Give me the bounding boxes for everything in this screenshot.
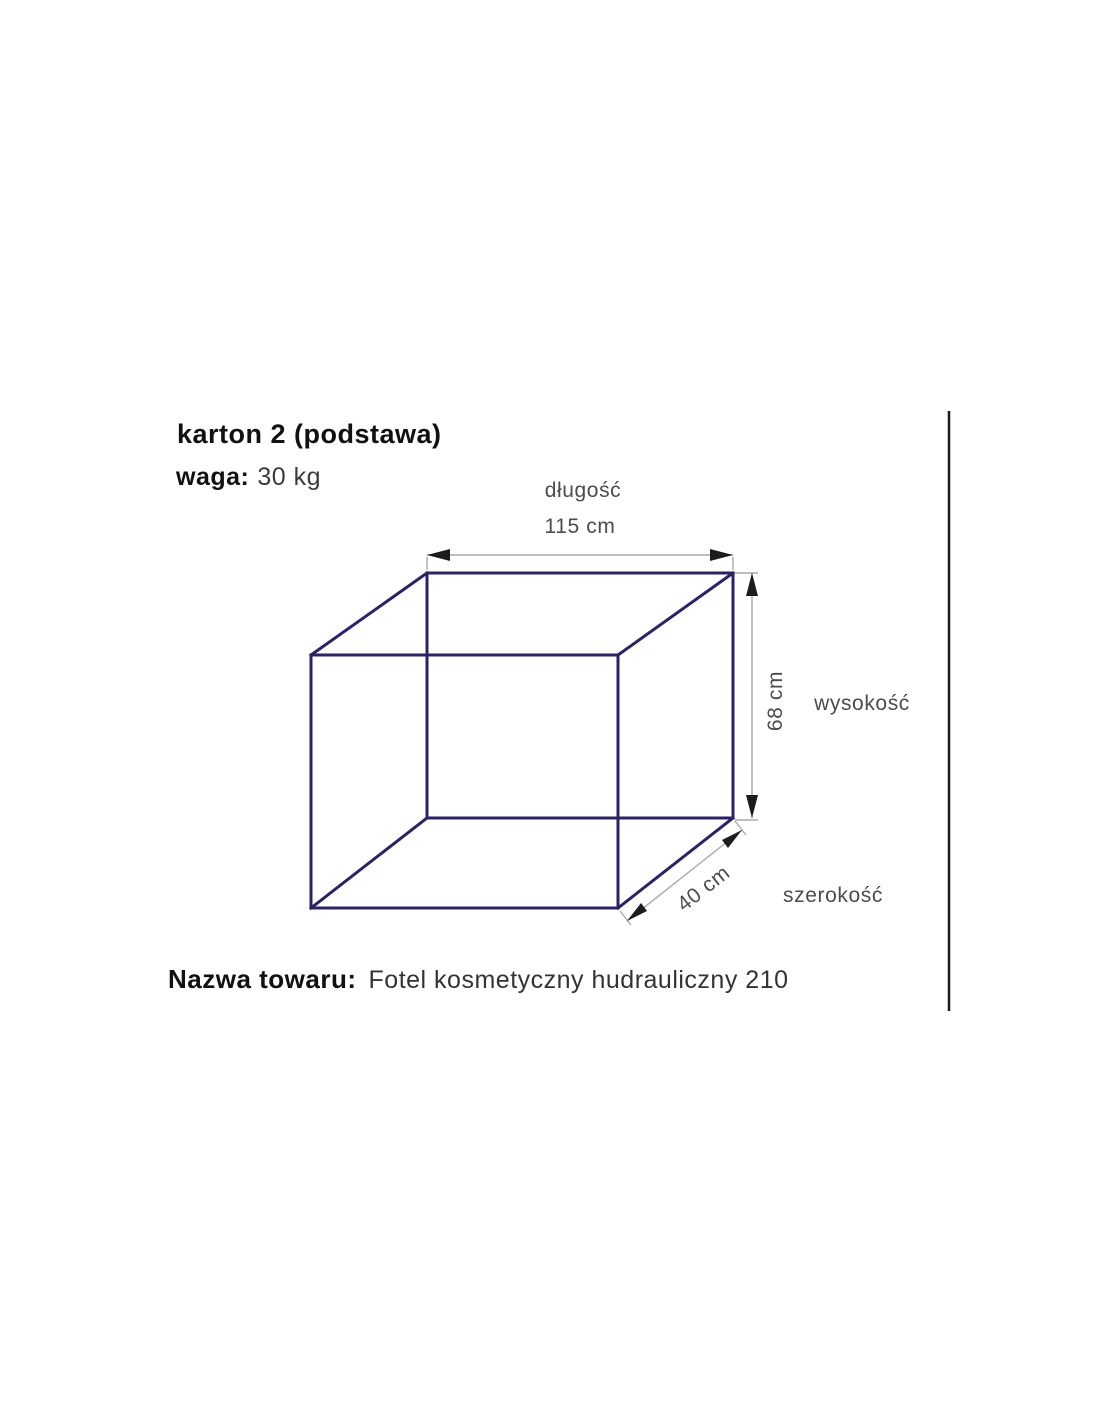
height-value: 68 cm <box>764 670 787 732</box>
height-label: wysokość <box>814 692 910 715</box>
product-name-row <box>168 964 789 995</box>
carton-title: karton 2 (podstawa) <box>177 419 442 449</box>
product-name-label: Nazwa towaru: <box>168 964 357 994</box>
carton-wireframe <box>311 573 733 908</box>
weight-value: 30 kg <box>257 463 322 491</box>
weight-label: waga: <box>176 463 250 491</box>
weight-row <box>176 463 321 492</box>
length-value: 115 cm <box>544 515 616 538</box>
width-value: 40 cm <box>672 861 735 917</box>
length-label: długość <box>544 479 622 502</box>
dimension-arrowheads <box>427 549 758 921</box>
width-label: szerokość <box>783 884 883 907</box>
product-name-value: Fotel kosmetyczny hudrauliczny 210 <box>368 966 789 994</box>
